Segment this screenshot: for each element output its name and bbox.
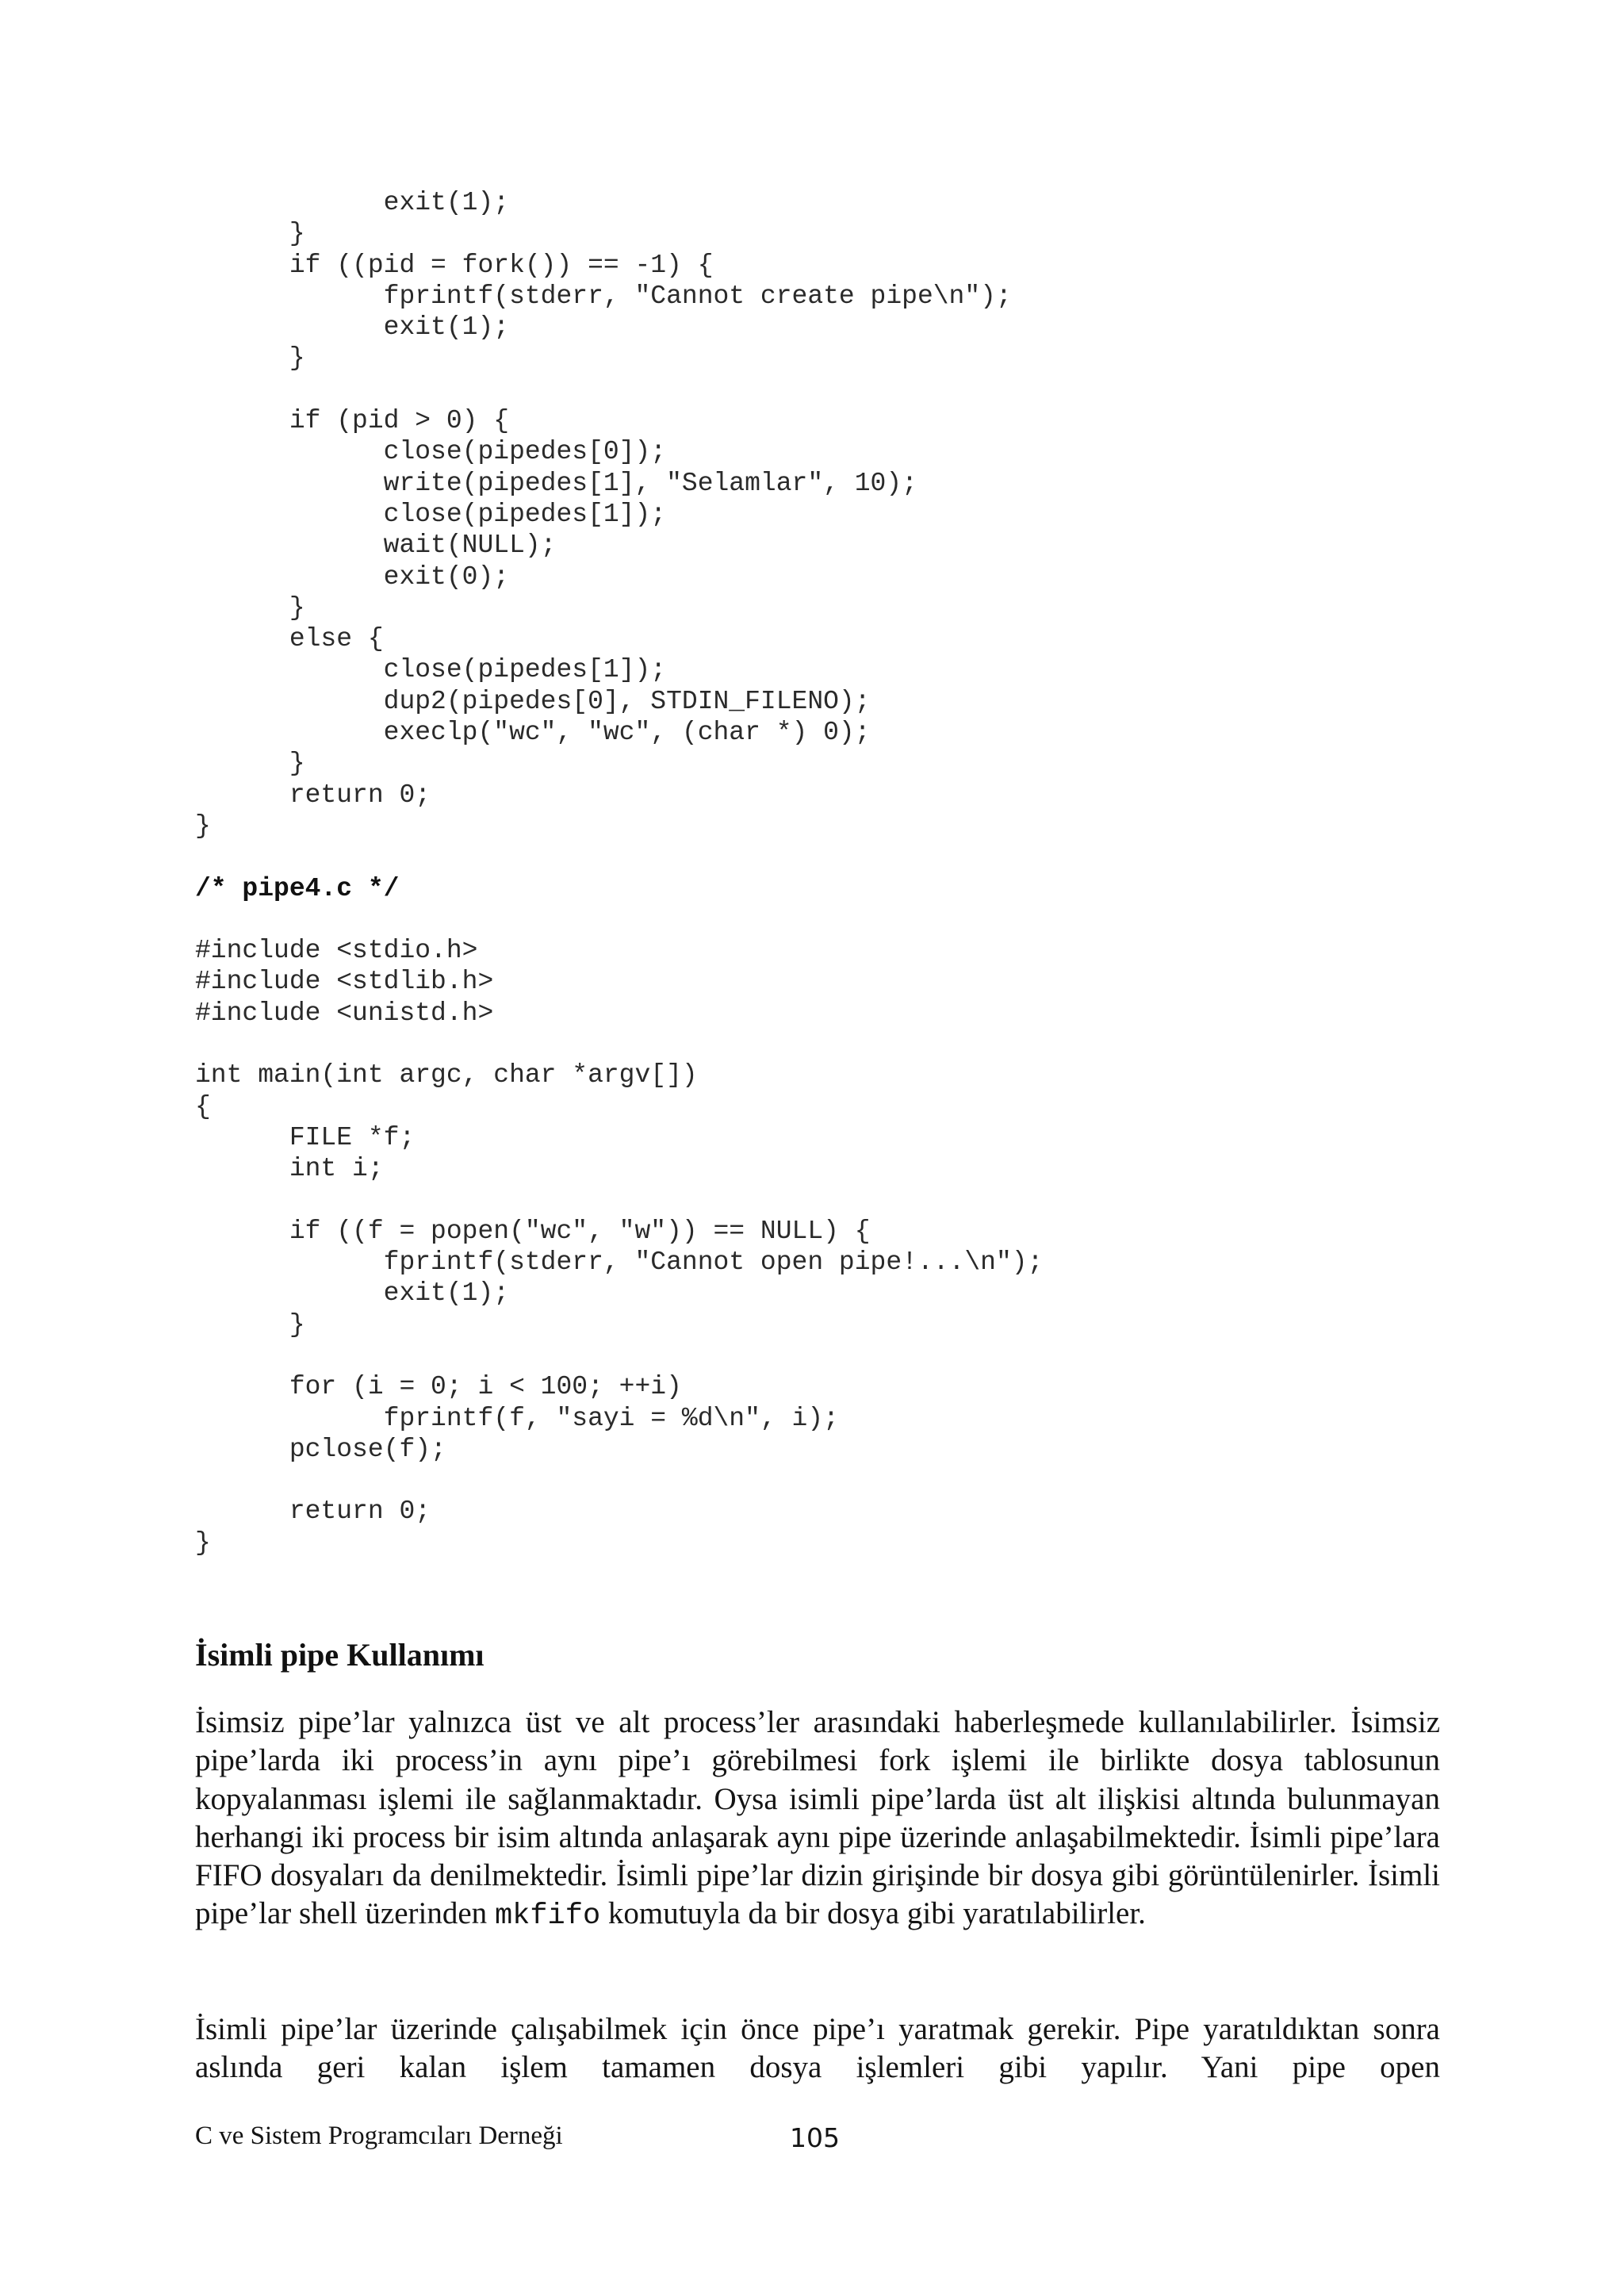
code-line [195,374,1043,405]
code-line: close(pipedes[1]); [195,499,667,529]
section-title: İsimli pipe Kullanımı [195,1637,485,1673]
code-line: if ((f = popen("wc", "w")) == NULL) { [195,1216,871,1246]
code-line: if (pid > 0) { [195,406,510,436]
code-line: else { [195,624,384,654]
code-line [195,1465,1043,1496]
paragraph-text: İsimsiz pipe’lar yalnızca üst ve alt process’ler arasındaki haberleşmede kullanılabilirler. İsimsiz pipe’larda iki process’in aynı pipe’ı görebilmesi fork işlemi ile birlikte dosya tablosunun kopyalanması işlemi ile sağlanmaktadır. Oysa isimli pipe’larda üst alt ilişkisi altında bulunmayan herhangi iki process bir isim altında anlaşarak aynı pipe üzerinde anlaşabilmektedir. İsimli pipe’lara FIFO dosyaları da denilmektedir. İsimli pipe’lar dizin girişinde bir dosya gibi görüntülenirler. İsimli pipe’lar shell üzerinden [195,1705,1440,1931]
code-line [195,1340,1043,1371]
code-listing [195,187,1043,1558]
code-line: #include <stdio.h> [195,936,478,966]
code-line: exit(1); [195,1278,510,1309]
code-line: fprintf(stderr, "Cannot create pipe\n"); [195,281,1012,311]
code-line: } [195,749,305,779]
code-line: } [195,592,305,623]
code-line: { [195,1091,211,1121]
code-line: } [195,811,211,841]
code-line: int i; [195,1154,384,1184]
code-line: int main(int argc, char *argv[]) [195,1060,698,1091]
code-line: for (i = 0; i < 100; ++i) [195,1372,682,1402]
code-line: } [195,343,305,374]
code-line: write(pipedes[1], "Selamlar", 10); [195,468,917,498]
code-line: fprintf(stderr, "Cannot open pipe!...\n"); [195,1248,1044,1278]
code-line: FILE *f; [195,1122,416,1152]
code-line: } [195,1309,305,1340]
code-line: close(pipedes[1]); [195,655,667,685]
footer-organization: C ve Sistem Programcıları Derneği [195,2122,563,2150]
code-line: return 0; [195,1497,431,1527]
code-line: return 0; [195,780,431,810]
code-line: close(pipedes[0]); [195,437,667,467]
code-comment-line: /* pipe4.c */ [195,873,400,903]
code-line: dup2(pipedes[0], STDIN_FILENO); [195,686,871,716]
paragraph-named-pipes-usage: İsimli pipe’lar üzerinde çalışabilmek için önce pipe’ı yaratmak gerekir. Pipe yaratıldıktan sonra aslında geri kalan işlem tamamen dosya işlemleri gibi yapılır. Yani pipe open [195,2012,1440,2085]
code-line: } [195,1527,211,1558]
code-line [195,841,1043,872]
code-line: #include <stdlib.h> [195,967,494,997]
code-line: exit(1); [195,312,510,343]
code-line [195,1029,1043,1060]
code-line: execlp("wc", "wc", (char *) 0); [195,718,871,748]
code-line: exit(0); [195,562,510,592]
code-line [195,904,1043,935]
code-line: } [195,219,305,249]
code-line: #include <unistd.h> [195,998,494,1028]
code-line [195,1185,1043,1216]
paragraph-text: komutuyla da bir dosya gibi yaratılabilirler. [600,1896,1146,1931]
code-line: fprintf(f, "sayi = %d\n", i); [195,1403,839,1433]
code-line: wait(NULL); [195,531,557,561]
code-line: pclose(f); [195,1434,446,1464]
paragraph-named-pipes-intro [195,1704,1440,1936]
code-line: exit(1); [195,188,510,217]
page-number: 105 [790,2122,840,2153]
inline-code-mkfifo: mkfifo [494,1899,601,1934]
code-line: if ((pid = fork()) == -1) { [195,250,714,280]
